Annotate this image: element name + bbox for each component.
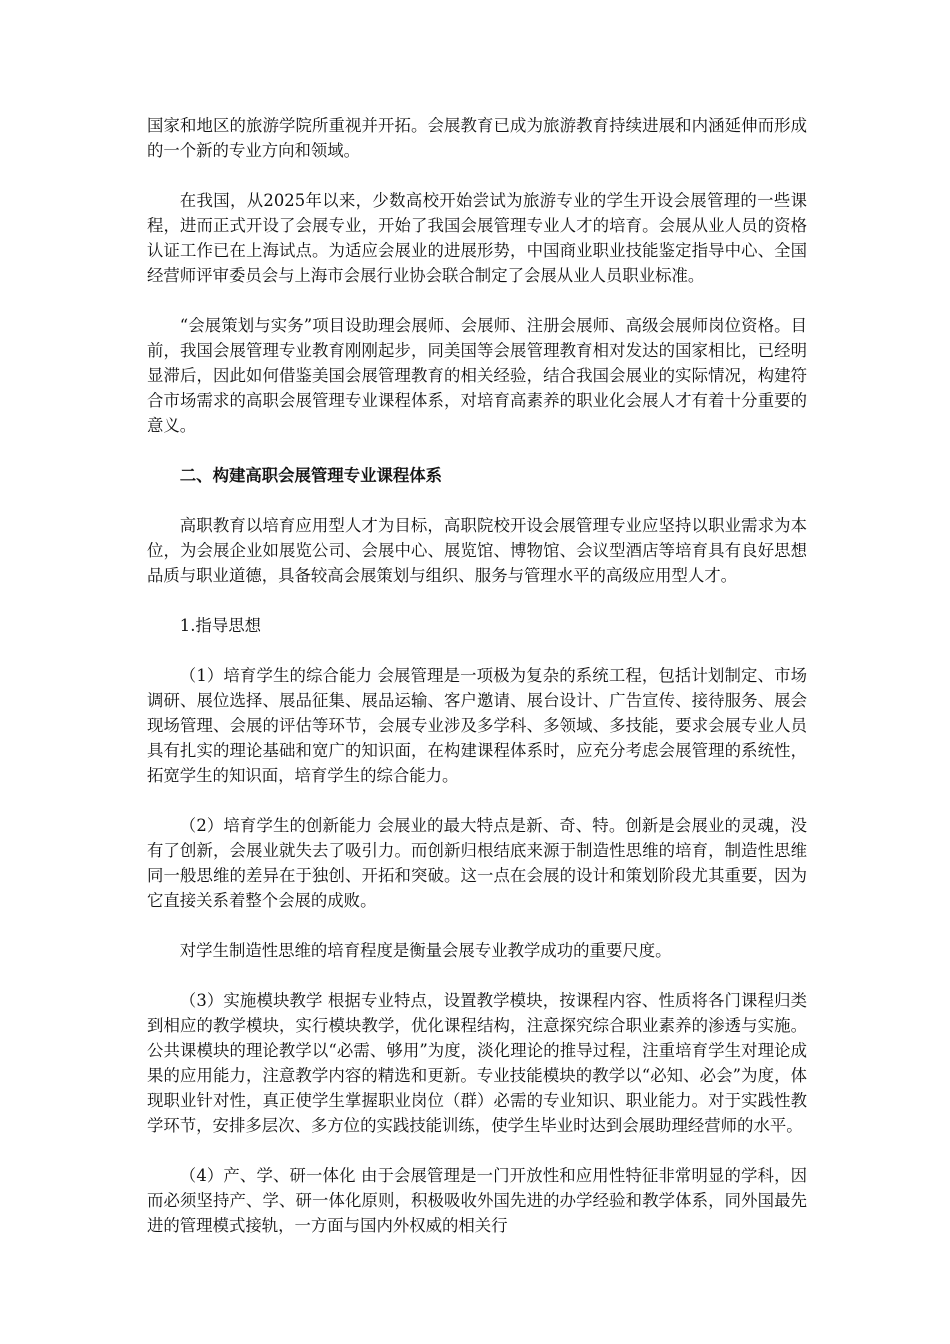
paragraph-goal: 高职教育以培育应用型人才为目标，高职院校开设会展管理专业应坚持以职业需求为本位，为会展企业如展览公司、会展中心、展览馆、博物馆、会议型酒店等培育具有良好思想品质与职业道德，具备较高会展策划与组织、服务与管理水平的高级应用型人才。 <box>147 516 807 585</box>
paragraph-creative-thinking: 对学生制造性思维的培育程度是衡量会展专业教学成功的重要尺度。 <box>179 941 672 960</box>
paragraph-item-4: （4）产、学、研一体化 由于会展管理是一门开放性和应用性特征非常明显的学科，因而必须坚持产、学、研一体化原则，积极吸收外国先进的办学经验和教学体系，同外国最先进的管理模式接轨，一方面与国内外权威的相关行 <box>147 1166 807 1235</box>
paragraph-item-2: （2）培育学生的创新能力 会展业的最大特点是新、奇、特。创新是会展业的灵魂，没有了创新，会展业就失去了吸引力。而创新归根结底来源于制造性思维的培育，制造性思维同一般思维的差异在于独创、开拓和突破。这一点在会展的设计和策划阶段尤其重要，因为它直接关系着整个会展的成败。 <box>147 816 807 910</box>
paragraph-item-1: （1）培育学生的综合能力 会展管理是一项极为复杂的系统工程，包括计划制定、市场调研、展位选择、展品征集、展品运输、客户邀请、展台设计、广告宣传、接待服务、展会现场管理、会展的评估等环节，会展专业涉及多学科、多领域、多技能，要求会展专业人员具有扎实的理论基础和宽广的知识面，在构建课程体系时，应充分考虑会展管理的系统性，拓宽学生的知识面，培育学生的综合能力。 <box>147 666 807 785</box>
paragraph-intro-continuation: 国家和地区的旅游学院所重视并开拓。会展教育已成为旅游教育持续进展和内涵延伸而形成的一个新的专业方向和领域。 <box>147 116 807 160</box>
section-heading: 二、构建高职会展管理专业课程体系 <box>179 466 443 485</box>
document-body <box>147 113 807 1238</box>
paragraph-china-history: 在我国，从2025年以来，少数高校开始尝试为旅游专业的学生开设会展管理的一些课程，进而正式开设了会展专业，开始了我国会展管理专业人才的培育。会展从业人员的资格认证工作已在上海试点。为适应会展业的进展形势，中国商业职业技能鉴定指导中心、全国经营师评审委员会与上海市会展行业协会联合制定了会展从业人员职业标准。 <box>147 191 807 285</box>
subsection-heading: 1.指导思想 <box>179 616 261 635</box>
paragraph-qualification: “会展策划与实务”项目设助理会展师、会展师、注册会展师、高级会展师岗位资格。目前，我国会展管理专业教育刚刚起步，同美国等会展管理教育相对发达的国家相比，已经明显滞后，因此如何借鉴美国会展管理教育的相关经验，结合我国会展业的实际情况，构建符合市场需求的高职会展管理专业课程体系，对培育高素养的职业化会展人才有着十分重要的意义。 <box>147 316 807 435</box>
paragraph-item-3: （3）实施模块教学 根据专业特点，设置教学模块，按课程内容、性质将各门课程归类到相应的教学模块，实行模块教学，优化课程结构，注意探究综合职业素养的渗透与实施。公共课模块的理论教学以“必需、够用”为度，淡化理论的推导过程，注重培育学生对理论成果的应用能力，注意教学内容的精选和更新。专业技能模块的教学以“必知、必会”为度，体现职业针对性，真正使学生掌握职业岗位（群）必需的专业知识、职业能力。对于实践性教学环节，安排多层次、多方位的实践技能训练，使学生毕业时达到会展助理经营师的水平。 <box>147 991 807 1135</box>
